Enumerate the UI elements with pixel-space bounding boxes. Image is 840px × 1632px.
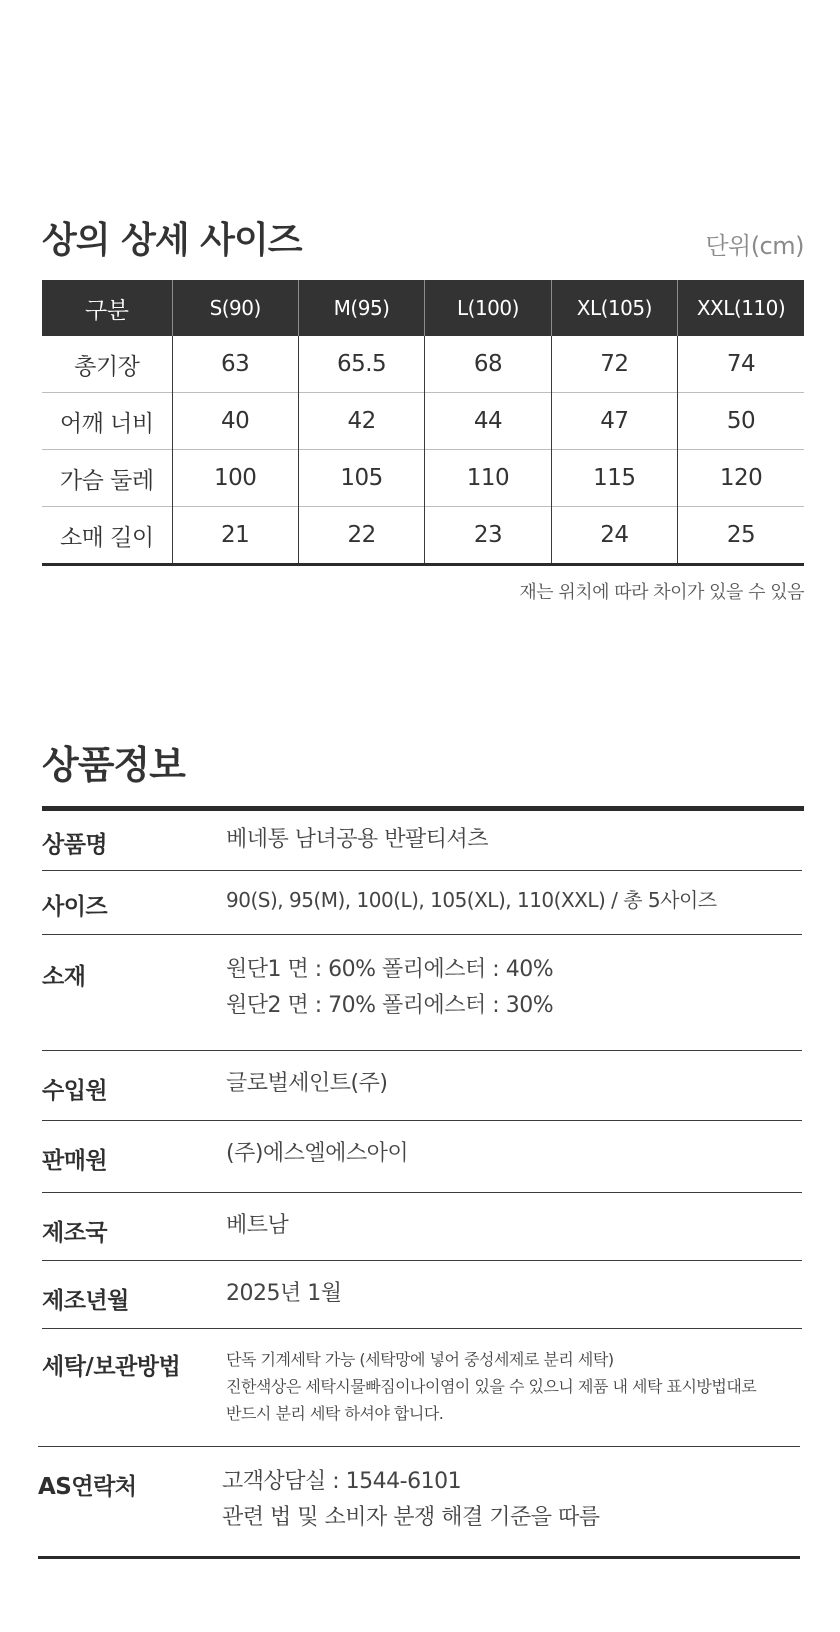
info-label: AS연락처 [38, 1474, 137, 1500]
size-unit-label: 단위(cm) [705, 232, 804, 260]
table-cell: 21 [172, 507, 298, 565]
table-cell: 47 [551, 393, 677, 450]
table-cell: 50 [678, 393, 804, 450]
info-label: 소재 [42, 964, 86, 990]
size-table [42, 280, 804, 566]
size-section-header [42, 212, 804, 260]
info-line: 2025년 1월 [226, 1281, 342, 1306]
info-label: 제조년월 [42, 1288, 129, 1314]
info-value [226, 1208, 288, 1244]
info-label: 세탁/보관방법 [42, 1354, 181, 1380]
info-row-size [42, 870, 802, 935]
table-cell: 68 [425, 336, 551, 393]
size-header-category: 구분 [42, 280, 172, 336]
table-row [42, 450, 804, 507]
size-table-header-row [42, 280, 804, 336]
table-cell: 72 [551, 336, 677, 393]
info-label: 수입원 [42, 1078, 108, 1104]
info-line: 90(S), 95(M), 100(L), 105(XL), 110(XXL) / 총 5사이즈 [226, 888, 717, 912]
info-value [226, 1066, 387, 1102]
info-row-care [38, 1328, 800, 1447]
table-cell: 63 [172, 336, 298, 393]
info-row-seller [42, 1120, 802, 1193]
info-line: 글로벌세인트(주) [226, 1071, 388, 1096]
table-cell: 120 [678, 450, 804, 507]
info-label: 사이즈 [42, 894, 108, 920]
info-row-manufacture-date [42, 1260, 802, 1329]
info-label: 제조국 [42, 1220, 108, 1246]
table-cell: 42 [298, 393, 424, 450]
info-value [226, 1136, 408, 1172]
size-header-s: S(90) [172, 280, 298, 336]
table-cell: 115 [551, 450, 677, 507]
info-row-material [42, 934, 802, 1051]
measurement-note: 재는 위치에 따라 차이가 있을 수 있음 [519, 582, 804, 603]
product-info-top-rule [42, 806, 804, 811]
info-line: 고객상담실 : 1544-6101 [222, 1469, 462, 1494]
info-value [226, 882, 717, 918]
size-header-m: M(95) [298, 280, 424, 336]
table-row [42, 507, 804, 565]
table-cell: 23 [425, 507, 551, 565]
info-line: 원단2 면 : 70% 폴리에스터 : 30% [226, 993, 554, 1018]
table-cell: 40 [172, 393, 298, 450]
info-value [226, 952, 553, 1024]
row-label: 가슴 둘레 [42, 450, 172, 507]
table-cell: 74 [678, 336, 804, 393]
info-row-origin [42, 1192, 802, 1261]
info-line: 베트남 [226, 1213, 289, 1238]
table-cell: 24 [551, 507, 677, 565]
info-value [226, 822, 488, 858]
info-line: 반드시 분리 세탁 하셔야 합니다. [226, 1404, 444, 1423]
table-cell: 25 [678, 507, 804, 565]
info-line: 단독 기계세탁 가능 (세탁망에 넣어 중성세제로 분리 세탁) [226, 1350, 614, 1369]
table-row [42, 393, 804, 450]
row-label: 소매 길이 [42, 507, 172, 565]
table-cell: 65.5 [298, 336, 424, 393]
table-cell: 44 [425, 393, 551, 450]
info-line: (주)에스엘에스아이 [226, 1141, 409, 1166]
size-header-l: L(100) [425, 280, 551, 336]
info-value [226, 1346, 756, 1427]
info-line: 베네통 남녀공용 반팔티셔츠 [226, 827, 489, 852]
info-value [226, 1276, 341, 1312]
info-row-as-contact [38, 1446, 800, 1559]
info-label: 판매원 [42, 1148, 108, 1174]
size-header-xxl: XXL(110) [678, 280, 804, 336]
info-line: 관련 법 및 소비자 분쟁 해결 기준을 따름 [222, 1505, 600, 1530]
info-value [222, 1464, 600, 1536]
row-label: 어깨 너비 [42, 393, 172, 450]
info-row-product-name [42, 818, 802, 871]
table-cell: 105 [298, 450, 424, 507]
info-label: 상품명 [42, 832, 108, 858]
table-cell: 100 [172, 450, 298, 507]
info-line: 원단1 면 : 60% 폴리에스터 : 40% [226, 957, 554, 982]
table-row [42, 336, 804, 393]
info-row-importer [42, 1050, 802, 1121]
table-cell: 22 [298, 507, 424, 565]
info-line: 진한색상은 세탁시물빠짐이나이염이 있을 수 있으니 제품 내 세탁 표시방법대로 [226, 1377, 757, 1396]
table-cell: 110 [425, 450, 551, 507]
size-section-title: 상의 상세 사이즈 [42, 220, 302, 261]
size-header-xl: XL(105) [551, 280, 677, 336]
product-info-title: 상품정보 [42, 743, 185, 787]
row-label: 총기장 [74, 353, 140, 380]
